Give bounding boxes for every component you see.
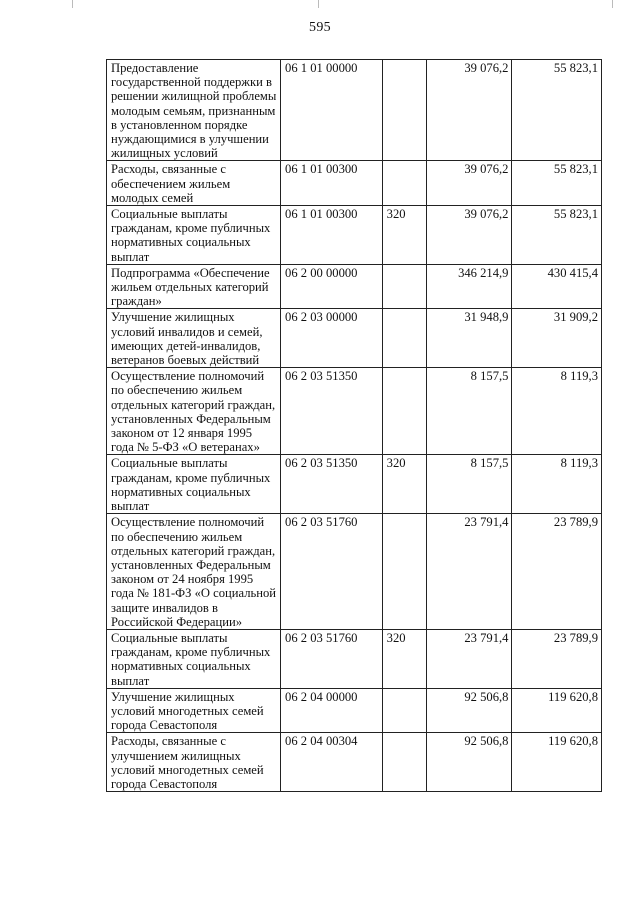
row-code-cell: 06 2 00 00000 [281,264,383,309]
row-amount-2-cell: 430 415,4 [512,264,602,309]
table-row [107,264,602,309]
budget-table-body [107,60,602,792]
table-row [107,688,602,733]
row-code-cell: 06 1 01 00300 [281,206,383,265]
row-amount-2-cell: 23 789,9 [512,629,602,688]
row-code-cell: 06 2 03 51350 [281,368,383,455]
row-code-cell: 06 2 03 51760 [281,629,383,688]
row-amount-1-cell: 346 214,9 [426,264,512,309]
row-amount-2-cell: 119 620,8 [512,688,602,733]
row-expense-type-cell [382,264,426,309]
row-amount-2-cell: 55 823,1 [512,60,602,161]
row-amount-2-cell: 23 789,9 [512,514,602,630]
row-amount-1-cell: 92 506,8 [426,688,512,733]
row-expense-type-cell [382,688,426,733]
row-expense-type-cell [382,368,426,455]
row-name-cell: Социальные выплаты гражданам, кроме публичных нормативных социальных выплат [107,629,281,688]
scan-mark [318,0,319,8]
table-row [107,161,602,206]
row-amount-1-cell: 92 506,8 [426,733,512,792]
row-expense-type-cell: 320 [382,629,426,688]
row-code-cell: 06 2 04 00000 [281,688,383,733]
row-code-cell: 06 2 03 00000 [281,309,383,368]
row-amount-1-cell: 39 076,2 [426,60,512,161]
row-name-cell: Улучшение жилищных условий многодетных семей города Севастополя [107,688,281,733]
row-amount-2-cell: 8 119,3 [512,455,602,514]
row-expense-type-cell: 320 [382,206,426,265]
table-row [107,514,602,630]
row-amount-1-cell: 23 791,4 [426,514,512,630]
row-expense-type-cell [382,733,426,792]
scan-mark [612,0,613,8]
budget-table [106,59,602,792]
row-code-cell: 06 2 03 51760 [281,514,383,630]
page-number: 595 [309,20,331,35]
row-amount-1-cell: 23 791,4 [426,629,512,688]
row-amount-2-cell: 55 823,1 [512,161,602,206]
row-name-cell: Подпрограмма «Обеспечение жильем отдельных категорий граждан» [107,264,281,309]
row-name-cell: Улучшение жилищных условий инвалидов и семей, имеющих детей-инвалидов, ветеранов боевых действий [107,309,281,368]
table-row [107,455,602,514]
row-amount-1-cell: 31 948,9 [426,309,512,368]
row-expense-type-cell [382,514,426,630]
row-code-cell: 06 1 01 00000 [281,60,383,161]
row-amount-2-cell: 8 119,3 [512,368,602,455]
row-expense-type-cell [382,161,426,206]
row-expense-type-cell: 320 [382,455,426,514]
row-expense-type-cell [382,60,426,161]
row-name-cell: Осуществление полномочий по обеспечению жильем отдельных категорий граждан, установленных Федеральным законом от 12 января 1995 года № 5-ФЗ «О ветеранах» [107,368,281,455]
row-code-cell: 06 2 04 00304 [281,733,383,792]
row-name-cell: Социальные выплаты гражданам, кроме публичных нормативных социальных выплат [107,455,281,514]
row-amount-1-cell: 8 157,5 [426,368,512,455]
scan-mark [72,0,73,8]
row-code-cell: 06 1 01 00300 [281,161,383,206]
row-name-cell: Расходы, связанные с обеспечением жильем молодых семей [107,161,281,206]
table-row [107,733,602,792]
table-row [107,368,602,455]
row-code-cell: 06 2 03 51350 [281,455,383,514]
table-row [107,206,602,265]
row-name-cell: Расходы, связанные с улучшением жилищных условий многодетных семей города Севастополя [107,733,281,792]
table-row [107,60,602,161]
row-amount-1-cell: 39 076,2 [426,161,512,206]
row-amount-1-cell: 8 157,5 [426,455,512,514]
row-name-cell: Предоставление государственной поддержки в решении жилищной проблемы молодым семьям, признанным в установленном порядке нуждающимися в улучшении жилищных условий [107,60,281,161]
row-name-cell: Осуществление полномочий по обеспечению жильем отдельных категорий граждан, установленных Федеральным законом от 24 ноября 1995 года № 181-ФЗ «О социальной защите инвалидов в Российской Федерации» [107,514,281,630]
row-amount-1-cell: 39 076,2 [426,206,512,265]
table-row [107,629,602,688]
row-amount-2-cell: 31 909,2 [512,309,602,368]
table-row [107,309,602,368]
row-amount-2-cell: 119 620,8 [512,733,602,792]
row-expense-type-cell [382,309,426,368]
row-name-cell: Социальные выплаты гражданам, кроме публичных нормативных социальных выплат [107,206,281,265]
row-amount-2-cell: 55 823,1 [512,206,602,265]
